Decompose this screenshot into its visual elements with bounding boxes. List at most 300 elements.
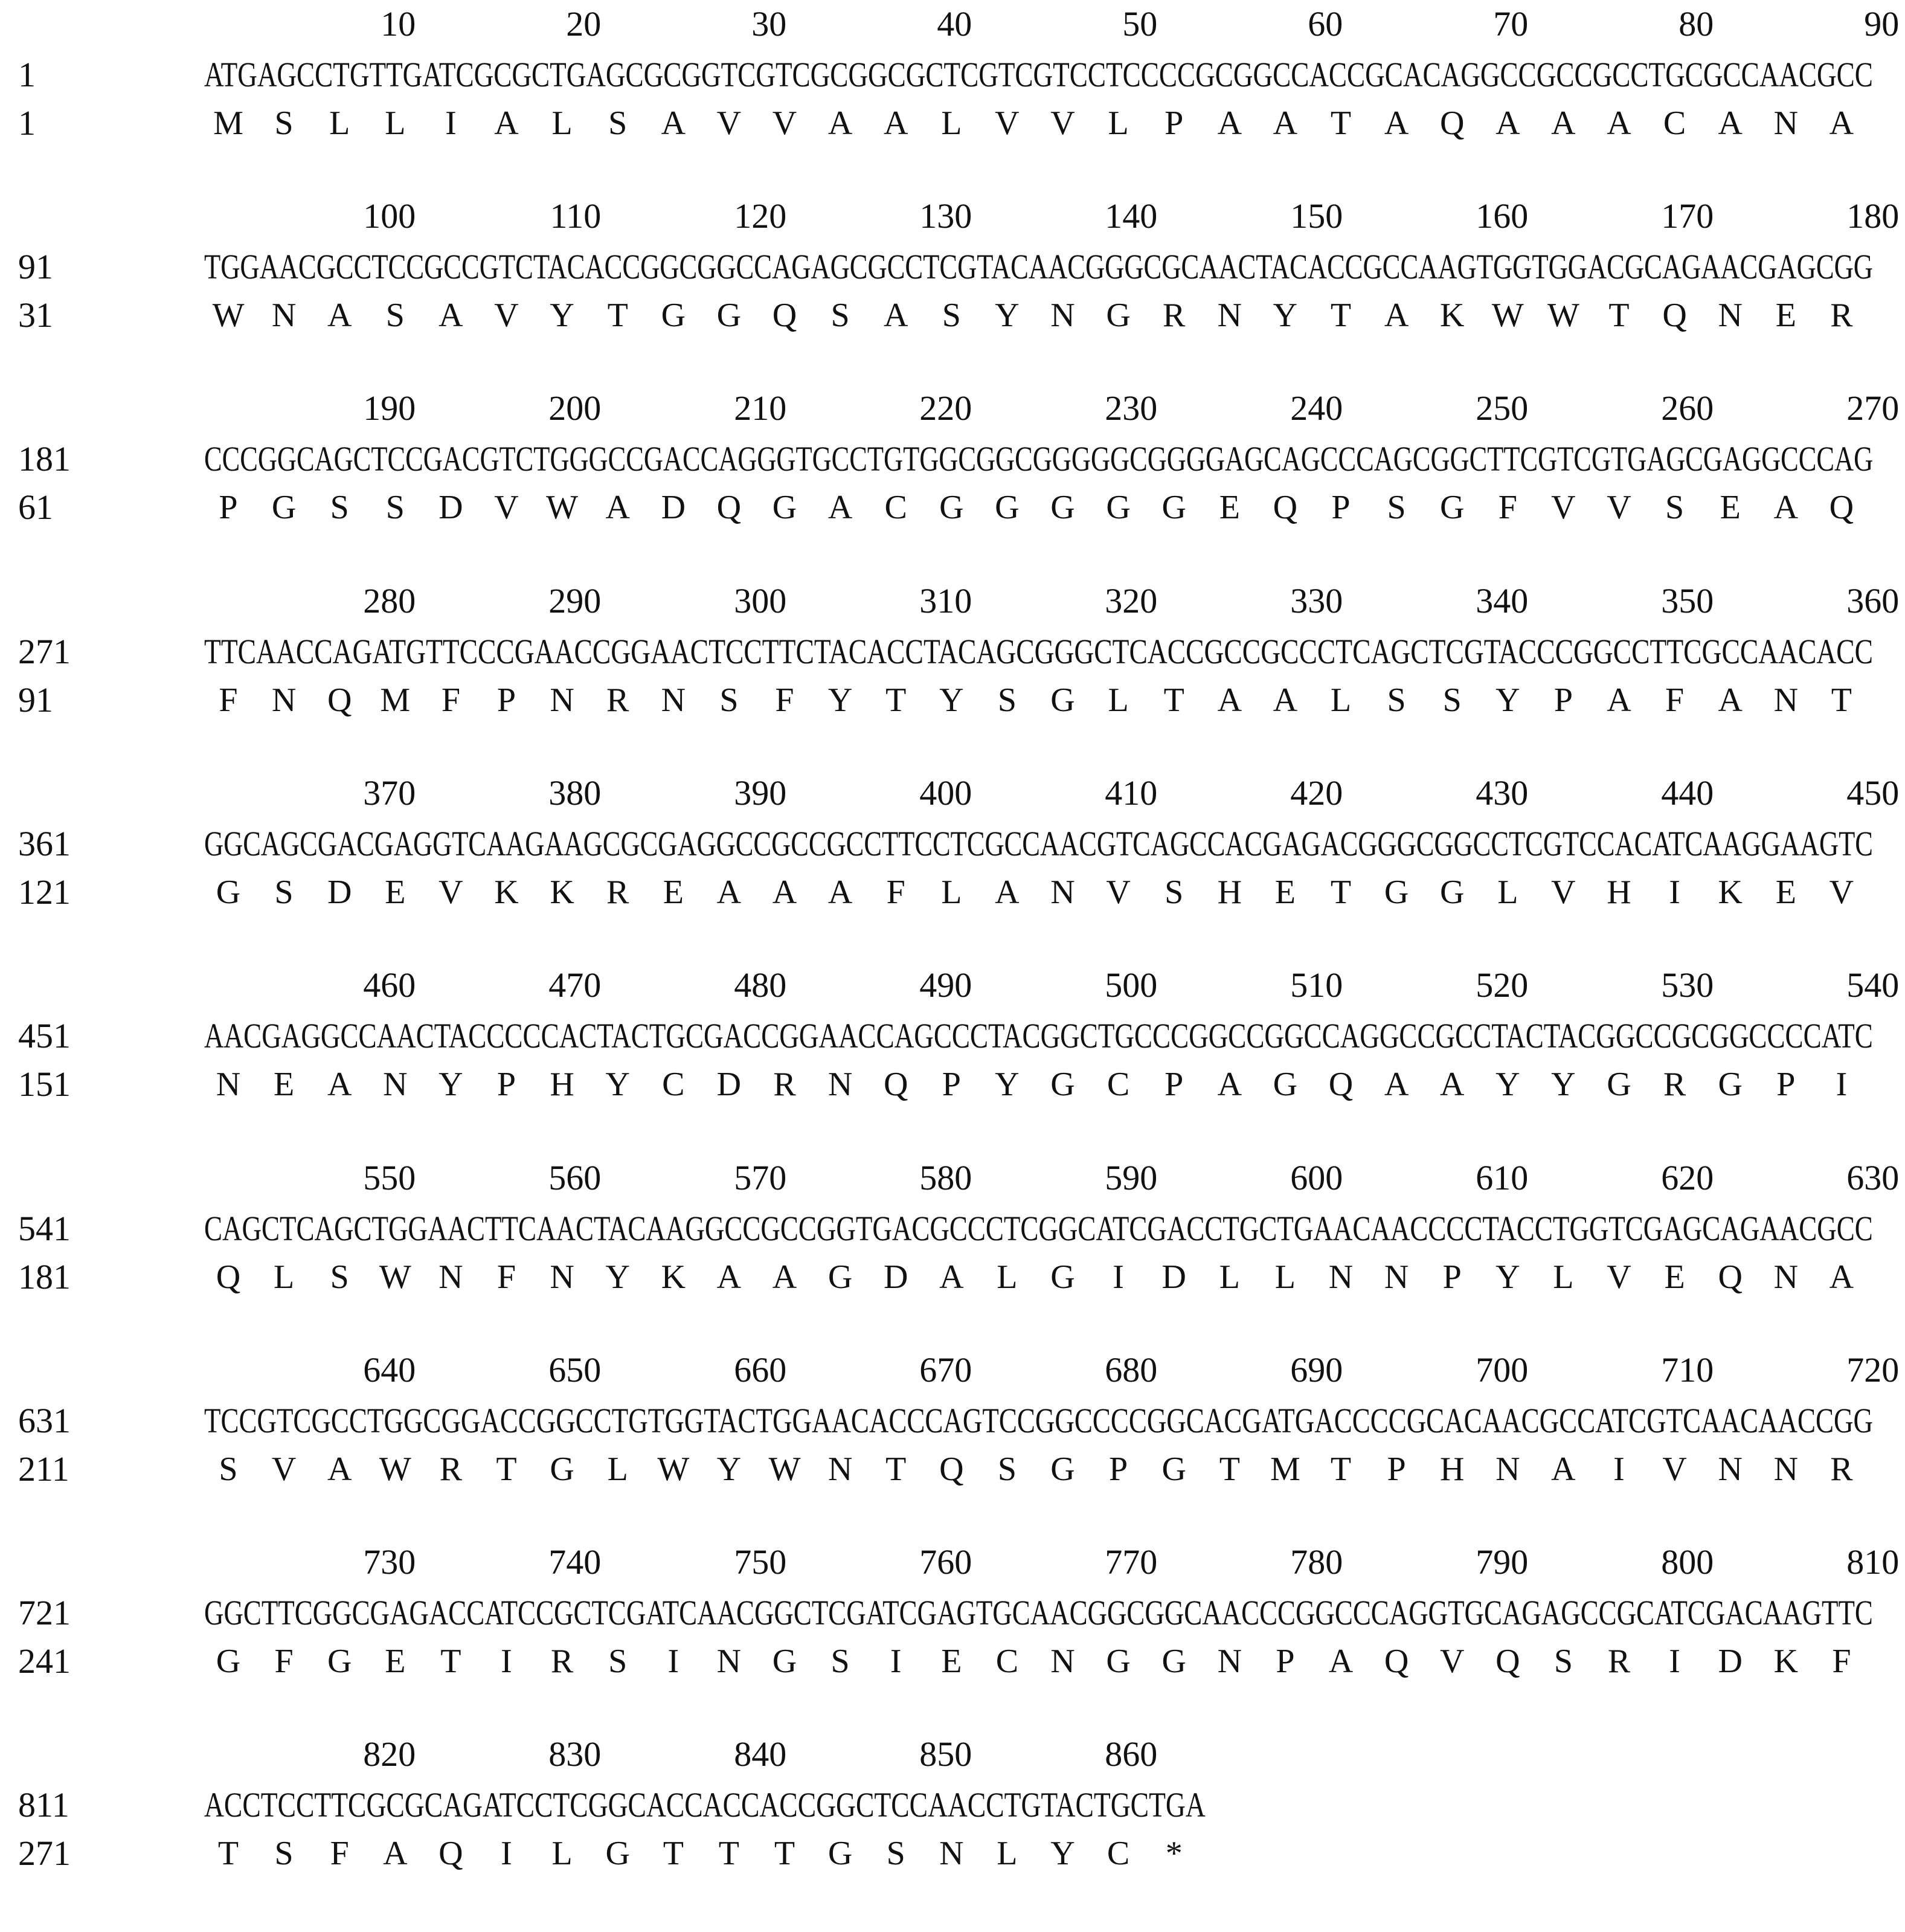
amino-acid: G [661, 297, 686, 334]
amino-acid: A [716, 874, 742, 911]
amino-acid: L [551, 1835, 573, 1872]
amino-acid: P [219, 489, 238, 526]
amino-acid: S [608, 1643, 628, 1680]
amino-acid: N [271, 297, 297, 334]
amino-acid: F [1832, 1643, 1851, 1680]
position-tick: 620 [1661, 1158, 1714, 1197]
amino-acid: T [1163, 681, 1184, 719]
position-tick: 830 [548, 1734, 602, 1774]
amino-acid: Y [1273, 297, 1298, 334]
amino-acid: G [1106, 297, 1131, 334]
amino-acid: G [216, 874, 241, 911]
amino-acid: R [773, 1066, 796, 1103]
position-tick: 340 [1476, 581, 1529, 620]
dna-sequence [204, 628, 1886, 676]
position-tick: 230 [1105, 388, 1158, 428]
amino-acid: S [274, 105, 294, 142]
dna-sequence [204, 1589, 1886, 1637]
amino-acid: S [942, 297, 961, 334]
sequence-block-2 [0, 192, 1905, 387]
position-tick: 80 [1679, 4, 1714, 43]
amino-acid: G [1273, 1066, 1298, 1103]
amino-acid: S [330, 1258, 349, 1296]
amino-acid: G [772, 489, 797, 526]
amino-acid: P [1553, 681, 1573, 719]
amino-acid: G [1050, 1066, 1075, 1103]
amino-acid: G [1050, 489, 1075, 526]
amino-acid: S [830, 297, 850, 334]
amino-acid: Y [716, 1451, 742, 1488]
amino-acid: E [1775, 874, 1796, 911]
amino-acid: S [219, 1451, 238, 1488]
amino-acid: W [379, 1451, 411, 1488]
amino-acid-row [0, 483, 1905, 532]
dna-start-number: 1 [18, 55, 36, 94]
amino-acid-row [0, 868, 1905, 916]
position-ruler [0, 0, 1905, 48]
position-tick: 20 [566, 4, 602, 43]
sequence-block-3 [0, 384, 1905, 579]
position-tick: 300 [734, 581, 787, 620]
amino-acid: L [329, 105, 350, 142]
amino-acid: A [1384, 105, 1409, 142]
dna-start-number: 541 [18, 1209, 71, 1248]
amino-acid: T [1831, 681, 1852, 719]
amino-acid: A [1217, 1066, 1242, 1103]
amino-acid: A [1607, 105, 1631, 142]
amino-acid: A [327, 1066, 352, 1103]
amino-acid: A [995, 874, 1020, 911]
amino-acid-row [0, 676, 1905, 724]
amino-acid: L [1497, 874, 1518, 911]
amino-acid: G [716, 297, 742, 334]
amino-acid: E [385, 1643, 406, 1680]
position-tick: 610 [1476, 1158, 1529, 1197]
amino-acid: S [1387, 489, 1406, 526]
position-tick: 10 [381, 4, 416, 43]
position-tick: 250 [1476, 388, 1529, 428]
position-tick: 580 [919, 1158, 972, 1197]
amino-acid: W [379, 1258, 411, 1296]
sequence-block-1 [0, 0, 1905, 195]
amino-acid: E [385, 874, 406, 911]
amino-acid: A [1273, 105, 1298, 142]
position-tick: 150 [1290, 196, 1343, 236]
position-ruler [0, 769, 1905, 817]
amino-acid: A [494, 105, 519, 142]
position-ruler [0, 192, 1905, 240]
amino-acid: S [274, 874, 294, 911]
dna-sequence-text: TGGAACGCCTCCGCCGTCTACACCGGCGGCCAGAGCGCCTCGTACAACGGGCGCAACTACACCGCCAAGTGGTGGACGCAGAACGAGCGG [204, 247, 1873, 286]
position-tick: 730 [363, 1542, 416, 1582]
amino-acid: V [1662, 1451, 1687, 1488]
dna-sequence [204, 1012, 1886, 1060]
amino-acid: A [827, 874, 853, 911]
amino-acid: R [1663, 1066, 1686, 1103]
position-tick: 760 [919, 1542, 972, 1582]
position-ruler [0, 384, 1905, 433]
amino-acid: Q [939, 1451, 964, 1488]
sequence-block-10 [0, 1730, 1905, 1925]
position-tick: 290 [548, 581, 602, 620]
amino-acid: G [1050, 1451, 1075, 1488]
sequence-block-6 [0, 961, 1905, 1156]
amino-acid: A [327, 297, 352, 334]
amino-acid: Y [995, 297, 1020, 334]
amino-acid: S [997, 1451, 1017, 1488]
amino-acid: R [606, 681, 629, 719]
amino-acid: A [772, 1258, 797, 1296]
amino-acid: Q [772, 297, 797, 334]
amino-acid: L [941, 874, 962, 911]
amino-acid: Q [1718, 1258, 1743, 1296]
amino-acid: A [1551, 1451, 1576, 1488]
amino-acid: E [663, 874, 684, 911]
amino-acid: D [439, 489, 463, 526]
amino-acid: Q [439, 1835, 463, 1872]
position-tick: 60 [1308, 4, 1343, 43]
amino-acid: N [1773, 105, 1799, 142]
amino-acid: I [667, 1643, 679, 1680]
amino-acid: L [551, 105, 573, 142]
amino-acid: N [1384, 1258, 1409, 1296]
amino-acid: T [774, 1835, 795, 1872]
position-tick: 750 [734, 1542, 787, 1582]
amino-acid: G [1050, 1258, 1075, 1296]
aa-start-number: 91 [18, 680, 53, 720]
position-tick: 450 [1846, 773, 1900, 813]
amino-acid: K [1773, 1643, 1799, 1680]
amino-acid: Q [883, 1066, 908, 1103]
amino-acid: N [550, 681, 574, 719]
amino-acid-row [0, 1060, 1905, 1109]
amino-acid: A [1439, 1066, 1465, 1103]
amino-acid: T [718, 1835, 739, 1872]
amino-acid: G [827, 1835, 853, 1872]
amino-acid: S [1665, 489, 1685, 526]
amino-acid: I [1613, 1451, 1625, 1488]
amino-acid: C [995, 1643, 1019, 1680]
position-tick: 570 [734, 1158, 787, 1197]
position-tick: 500 [1105, 965, 1158, 1005]
amino-acid: Y [1050, 1835, 1075, 1872]
amino-acid: L [941, 105, 962, 142]
position-tick: 690 [1290, 1350, 1343, 1389]
amino-acid: A [1773, 489, 1799, 526]
position-tick: 30 [751, 4, 787, 43]
amino-acid: T [1608, 297, 1630, 334]
amino-acid: N [439, 1258, 463, 1296]
position-tick: 540 [1846, 965, 1900, 1005]
amino-acid: V [1106, 874, 1131, 911]
amino-acid: R [439, 1451, 463, 1488]
position-tick: 70 [1493, 4, 1529, 43]
amino-acid: N [550, 1258, 574, 1296]
amino-acid: I [1669, 1643, 1680, 1680]
amino-acid: A [1217, 105, 1242, 142]
amino-acid: S [330, 489, 349, 526]
position-tick: 210 [734, 388, 787, 428]
amino-acid: P [1387, 1451, 1406, 1488]
amino-acid: G [271, 489, 297, 526]
position-tick: 720 [1846, 1350, 1900, 1389]
dna-sequence [204, 1397, 1886, 1445]
amino-acid: L [385, 105, 406, 142]
position-tick: 390 [734, 773, 787, 813]
amino-acid: T [440, 1643, 461, 1680]
amino-acid: G [1161, 1643, 1186, 1680]
position-tick: 810 [1846, 1542, 1900, 1582]
amino-acid: V [271, 1451, 297, 1488]
position-ruler [0, 961, 1905, 1009]
position-tick: 480 [734, 965, 787, 1005]
amino-acid: N [661, 681, 686, 719]
amino-acid: N [1050, 1643, 1075, 1680]
amino-acid: V [494, 489, 519, 526]
amino-acid: S [274, 1835, 294, 1872]
amino-acid: G [1607, 1066, 1631, 1103]
amino-acid: A [661, 105, 686, 142]
amino-acid: Y [1495, 1066, 1520, 1103]
amino-acid: G [1439, 489, 1465, 526]
position-tick: 160 [1476, 196, 1529, 236]
amino-acid: P [496, 681, 516, 719]
amino-acid: P [1165, 105, 1184, 142]
amino-acid: H [1439, 1451, 1465, 1488]
aa-start-number: 61 [18, 488, 53, 527]
amino-acid: C [884, 489, 907, 526]
position-tick: 470 [548, 965, 602, 1005]
amino-acid: F [886, 874, 905, 911]
position-tick: 550 [363, 1158, 416, 1197]
position-tick: 190 [363, 388, 416, 428]
position-tick: 510 [1290, 965, 1343, 1005]
amino-acid: S [1387, 681, 1406, 719]
amino-acid: E [273, 1066, 295, 1103]
aa-start-number: 241 [18, 1641, 71, 1681]
amino-acid: G [827, 1258, 853, 1296]
amino-acid: N [1050, 297, 1075, 334]
amino-acid: A [1328, 1643, 1354, 1680]
amino-acid: R [1830, 1451, 1853, 1488]
position-tick: 330 [1290, 581, 1343, 620]
amino-acid: Q [716, 489, 742, 526]
amino-acid: K [1439, 297, 1465, 334]
amino-acid: A [827, 105, 853, 142]
amino-acid: I [1836, 1066, 1848, 1103]
position-ruler [0, 1730, 1905, 1779]
amino-acid: S [1442, 681, 1462, 719]
aa-start-number: 271 [18, 1834, 71, 1873]
amino-acid: G [939, 489, 964, 526]
position-tick: 370 [363, 773, 416, 813]
amino-acid: Y [550, 297, 574, 334]
amino-acid: F [496, 1258, 516, 1296]
amino-acid: D [1718, 1643, 1743, 1680]
aa-start-number: 211 [18, 1449, 69, 1489]
aa-start-number: 181 [18, 1257, 71, 1296]
amino-acid: L [273, 1258, 295, 1296]
dna-start-number: 811 [18, 1785, 69, 1824]
amino-acid: Y [439, 1066, 463, 1103]
amino-acid: N [1495, 1451, 1520, 1488]
amino-acid: V [494, 297, 519, 334]
position-tick: 790 [1476, 1542, 1529, 1582]
dna-sequence [204, 820, 1886, 868]
amino-acid: Y [605, 1066, 630, 1103]
position-tick: 360 [1846, 581, 1900, 620]
dna-sequence [204, 1205, 1886, 1253]
dna-sequence-text: CAGCTCAGCTGGAACTTCAACTACAAGGCCGCCGGTGACGCCCTCGGCATCGACCTGCTGAACAACCCCTACCTGGTCGAGCAGAACGCC [204, 1209, 1873, 1248]
amino-acid: E [1720, 489, 1741, 526]
amino-acid: I [501, 1835, 512, 1872]
amino-acid: F [1665, 681, 1685, 719]
amino-acid: G [1161, 489, 1186, 526]
amino-acid: F [1498, 489, 1517, 526]
amino-acid: Y [939, 681, 964, 719]
position-ruler [0, 577, 1905, 625]
amino-acid: N [1050, 874, 1075, 911]
position-tick: 780 [1290, 1542, 1343, 1582]
amino-acid: W [1491, 297, 1524, 334]
amino-acid: I [890, 1643, 902, 1680]
amino-acid: L [1330, 681, 1352, 719]
amino-acid: T [885, 681, 907, 719]
amino-acid: N [1217, 297, 1242, 334]
amino-acid: V [1607, 489, 1631, 526]
amino-acid: N [939, 1835, 964, 1872]
dna-sequence-text: GGCTTCGGCGAGACCATCCGCTCGATCAACGGCTCGATCGAGTGCAACGGCGGCAACCCGGCCCAGGTGCAGAGCCGCATCGACAAGTTC [204, 1593, 1873, 1632]
amino-acid: A [439, 297, 463, 334]
amino-acid: N [1718, 1451, 1743, 1488]
sequence-block-9 [0, 1538, 1905, 1733]
amino-acid: D [716, 1066, 742, 1103]
amino-acid: G [605, 1835, 630, 1872]
position-ruler [0, 1538, 1905, 1586]
amino-acid: Y [1551, 1066, 1576, 1103]
amino-acid: V [716, 105, 742, 142]
position-tick: 700 [1476, 1350, 1529, 1389]
amino-acid: S [1553, 1643, 1573, 1680]
amino-acid: P [1776, 1066, 1796, 1103]
amino-acid: M [380, 681, 411, 719]
amino-acid: S [997, 681, 1017, 719]
amino-acid: E [1274, 874, 1296, 911]
amino-acid: P [942, 1066, 961, 1103]
amino-acid: Q [1273, 489, 1298, 526]
amino-acid: W [657, 1451, 690, 1488]
position-tick: 590 [1105, 1158, 1158, 1197]
amino-acid: G [216, 1643, 241, 1680]
amino-acid: F [775, 681, 794, 719]
amino-acid: R [1163, 297, 1186, 334]
amino-acid: W [546, 489, 579, 526]
amino-acid: * [1165, 1835, 1183, 1872]
dna-start-number: 721 [18, 1593, 71, 1632]
amino-acid: G [995, 489, 1020, 526]
amino-acid: A [1607, 681, 1631, 719]
amino-acid: V [1607, 1258, 1631, 1296]
position-tick: 40 [937, 4, 972, 43]
amino-acid: A [1384, 1066, 1409, 1103]
position-tick: 240 [1290, 388, 1343, 428]
amino-acid: D [1161, 1258, 1186, 1296]
amino-acid: N [1217, 1643, 1242, 1680]
position-tick: 130 [919, 196, 972, 236]
position-tick: 270 [1846, 388, 1900, 428]
dna-sequence-text: GGCAGCGACGAGGTCAAGAAGCGCGAGGCCGCCGCCTTCCTCGCCAACGTCAGCCACGAGACGGGCGGCCTCGTCCACATCAAGGAAGTC [204, 824, 1873, 863]
amino-acid: L [1108, 105, 1129, 142]
amino-acid: T [1330, 874, 1352, 911]
position-tick: 850 [919, 1734, 972, 1774]
amino-acid: V [772, 105, 797, 142]
dna-sequence [204, 1781, 1886, 1829]
amino-acid: P [496, 1066, 516, 1103]
position-tick: 640 [363, 1350, 416, 1389]
amino-acid: R [1607, 1643, 1631, 1680]
amino-acid: G [1106, 489, 1131, 526]
dna-start-number: 91 [18, 247, 53, 286]
sequence-block-8 [0, 1346, 1905, 1541]
amino-acid: Y [1495, 681, 1520, 719]
position-tick: 120 [734, 196, 787, 236]
amino-acid: F [441, 681, 460, 719]
amino-acid: Q [327, 681, 352, 719]
amino-acid: D [661, 489, 686, 526]
amino-acid: V [1829, 874, 1854, 911]
amino-acid-row [0, 1829, 1905, 1878]
amino-acid: I [501, 1643, 512, 1680]
dna-sequence-text: AACGAGGCCAACTACCCCCACTACTGCGACCGGAACCAGCCCTACGGCTGCCCGGCCGGCCAGGCCGCCTACTACGGCCGCGGCCCCATC [204, 1016, 1873, 1055]
position-tick: 310 [919, 581, 972, 620]
amino-acid: R [606, 874, 629, 911]
amino-acid: C [1663, 105, 1686, 142]
amino-acid: A [1217, 681, 1242, 719]
amino-acid: T [217, 1835, 239, 1872]
position-tick: 630 [1846, 1158, 1900, 1197]
amino-acid: T [496, 1451, 517, 1488]
amino-acid: S [385, 489, 405, 526]
position-tick: 260 [1661, 388, 1714, 428]
position-tick: 600 [1290, 1158, 1343, 1197]
position-ruler [0, 1346, 1905, 1394]
position-tick: 410 [1105, 773, 1158, 813]
amino-acid: N [1773, 1451, 1799, 1488]
amino-acid: H [550, 1066, 574, 1103]
amino-acid: A [1829, 105, 1854, 142]
amino-acid: H [1607, 874, 1631, 911]
amino-acid: N [1773, 681, 1799, 719]
amino-acid: E [1775, 297, 1796, 334]
amino-acid: T [663, 1835, 684, 1872]
amino-acid: L [1108, 681, 1129, 719]
amino-acid: G [1161, 1451, 1186, 1488]
position-tick: 350 [1661, 581, 1714, 620]
amino-acid: N [716, 1643, 742, 1680]
amino-acid: A [772, 874, 797, 911]
position-tick: 820 [363, 1734, 416, 1774]
amino-acid: G [1439, 874, 1465, 911]
amino-acid: D [327, 874, 352, 911]
amino-acid: L [997, 1258, 1018, 1296]
amino-acid: L [1274, 1258, 1296, 1296]
amino-acid: F [330, 1835, 349, 1872]
amino-acid: W [212, 297, 245, 334]
amino-acid: S [830, 1643, 850, 1680]
position-tick: 90 [1864, 4, 1900, 43]
position-tick: 650 [548, 1350, 602, 1389]
position-tick: 420 [1290, 773, 1343, 813]
